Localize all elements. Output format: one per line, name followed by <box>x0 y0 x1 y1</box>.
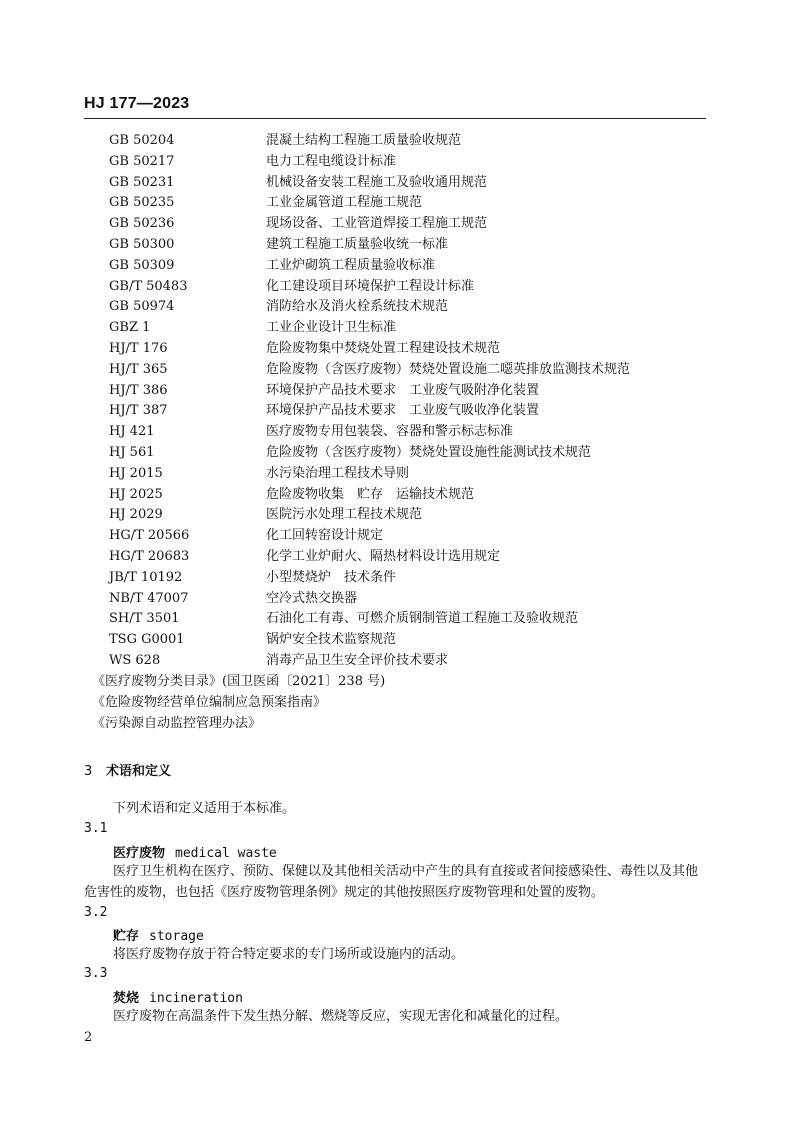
reference-code: HJ 2015 <box>109 465 163 481</box>
reference-row <box>0 464 793 485</box>
term-name-en: incineration <box>149 991 243 1006</box>
reference-code: HJ 2029 <box>109 507 163 523</box>
term-definition: 医疗卫生机构在医疗、预防、保健以及其他相关活动中产生的具有直接或者间接感染性、毒性以及其他危害性的废物，也包括《医疗废物管理条例》规定的其他按照医疗废物管理和处置的废物。 <box>84 864 699 900</box>
reference-row <box>0 152 793 173</box>
reference-row <box>0 401 793 422</box>
reference-code: GB 50204 <box>109 133 175 148</box>
reference-code: GB 50309 <box>109 257 175 273</box>
reference-title: 水污染治理工程技术导则 <box>266 465 410 481</box>
document-item: 《危险废物经营单位编制应急预案指南》 <box>92 694 327 710</box>
reference-row <box>0 318 793 339</box>
reference-row <box>0 173 793 194</box>
document-item: 《医疗废物分类目录》(国卫医函〔2021〕238 号) <box>92 674 386 689</box>
reference-row <box>0 568 793 589</box>
reference-row <box>0 630 793 651</box>
reference-row <box>0 547 793 568</box>
reference-code: GBZ 1 <box>109 320 151 336</box>
term-name-zh: 焚烧 <box>113 991 140 1006</box>
reference-code: WS 628 <box>109 652 161 668</box>
reference-code: GB 50974 <box>109 299 175 315</box>
reference-title: 医疗废物专用包装袋、容器和警示标志标准 <box>266 424 514 440</box>
section-title: 术语和定义 <box>106 764 172 779</box>
reference-code: HJ 561 <box>109 444 155 460</box>
reference-code: HJ/T 386 <box>109 382 168 398</box>
reference-title: 环境保护产品技术要求 工业废气吸附净化装置 <box>266 382 540 398</box>
term-definition: 将医疗废物存放于符合特定要求的专门场所或设施内的活动。 <box>113 947 465 962</box>
term-name-en: storage <box>149 929 204 944</box>
reference-row <box>0 131 793 152</box>
reference-code: GB/T 50483 <box>109 278 188 294</box>
reference-row <box>0 256 793 277</box>
reference-title: 工业企业设计卫生标准 <box>266 320 397 336</box>
term-name-en: medical waste <box>175 846 277 861</box>
reference-row <box>0 235 793 256</box>
term-number: 3.2 <box>84 905 108 920</box>
reference-title: 危险废物集中焚烧处置工程建设技术规范 <box>266 340 501 356</box>
reference-title: 消毒产品卫生安全评价技术要求 <box>266 652 449 668</box>
reference-code: HG/T 20566 <box>109 528 190 544</box>
reference-title: 小型焚烧炉 技术条件 <box>266 569 397 585</box>
reference-code: GB 50217 <box>109 153 175 169</box>
reference-code: JB/T 10192 <box>109 569 183 585</box>
term-name <box>113 987 243 1006</box>
reference-row <box>0 214 793 235</box>
page-number: 2 <box>84 1030 93 1045</box>
term-number: 3.1 <box>84 821 108 836</box>
reference-title: 医院污水处理工程技术规范 <box>266 507 423 523</box>
reference-title: 工业金属管道工程施工规范 <box>266 195 423 211</box>
reference-code: TSG G0001 <box>109 632 185 648</box>
reference-row <box>0 589 793 610</box>
term-number: 3.3 <box>84 966 108 981</box>
reference-row <box>0 485 793 506</box>
term-name-zh: 贮存 <box>113 929 140 944</box>
reference-title: 混凝土结构工程施工质量验收规范 <box>266 133 462 148</box>
reference-row <box>0 443 793 464</box>
reference-code: HG/T 20683 <box>109 548 190 564</box>
term-name <box>113 925 204 944</box>
section-heading <box>84 760 171 779</box>
reference-title: 危险废物收集 贮存 运输技术规范 <box>266 486 475 502</box>
reference-row <box>0 526 793 547</box>
reference-row <box>0 422 793 443</box>
reference-row <box>0 651 793 672</box>
reference-row <box>0 609 793 630</box>
reference-title: 危险废物（含医疗废物）焚烧处置设施性能测试技术规范 <box>266 444 592 460</box>
reference-title: 机械设备安装工程施工及验收通用规范 <box>266 174 488 190</box>
reference-code: GB 50231 <box>109 174 175 190</box>
section-number: 3 <box>84 764 93 779</box>
reference-title: 空冷式热交换器 <box>266 590 358 606</box>
reference-code: HJ 421 <box>109 424 155 440</box>
reference-title: 建筑工程施工质量验收统一标准 <box>266 236 449 252</box>
reference-code: GB 50236 <box>109 216 175 232</box>
reference-row <box>0 339 793 360</box>
reference-code: HJ/T 365 <box>109 361 168 377</box>
reference-title: 环境保护产品技术要求 工业废气吸收净化装置 <box>266 403 540 419</box>
referenced-documents-list <box>0 672 793 734</box>
reference-title: 消防给水及消火栓系统技术规范 <box>266 299 449 315</box>
section-intro: 下列术语和定义适用于本标准。 <box>113 801 296 816</box>
reference-code: GB 50235 <box>109 195 175 211</box>
reference-title: 化工建设项目环境保护工程设计标准 <box>266 278 475 294</box>
reference-code: HJ/T 387 <box>109 403 168 419</box>
header-divider <box>84 118 706 119</box>
reference-row <box>0 193 793 214</box>
reference-row <box>0 505 793 526</box>
document-item: 《污染源自动监控管理办法》 <box>92 715 262 731</box>
reference-title: 化学工业炉耐火、隔热材料设计选用规定 <box>266 548 501 564</box>
reference-code: HJ/T 176 <box>109 340 168 356</box>
reference-row <box>0 297 793 318</box>
term-name <box>113 842 277 861</box>
reference-code: NB/T 47007 <box>109 590 189 606</box>
reference-title: 现场设备、工业管道焊接工程施工规范 <box>266 216 488 232</box>
reference-row <box>0 381 793 402</box>
reference-row <box>0 277 793 298</box>
reference-code: SH/T 3501 <box>109 611 180 627</box>
reference-title: 电力工程电缆设计标准 <box>266 153 397 169</box>
reference-title: 石油化工有毒、可燃介质钢制管道工程施工及验收规范 <box>266 611 579 627</box>
reference-title: 工业炉砌筑工程质量验收标准 <box>266 257 436 273</box>
term-definition: 医疗废物在高温条件下发生热分解、燃烧等反应，实现无害化和减量化的过程。 <box>113 1009 569 1024</box>
normative-references-list <box>0 131 793 672</box>
reference-title: 危险废物（含医疗废物）焚烧处置设施二噁英排放监测技术规范 <box>266 361 631 377</box>
standard-id: HJ 177—2023 <box>84 95 190 112</box>
reference-code: HJ 2025 <box>109 486 163 502</box>
term-name-zh: 医疗废物 <box>113 846 166 861</box>
reference-row <box>0 360 793 381</box>
reference-title: 锅炉安全技术监察规范 <box>266 632 397 648</box>
reference-title: 化工回转窑设计规定 <box>266 528 384 544</box>
reference-code: GB 50300 <box>109 236 175 252</box>
